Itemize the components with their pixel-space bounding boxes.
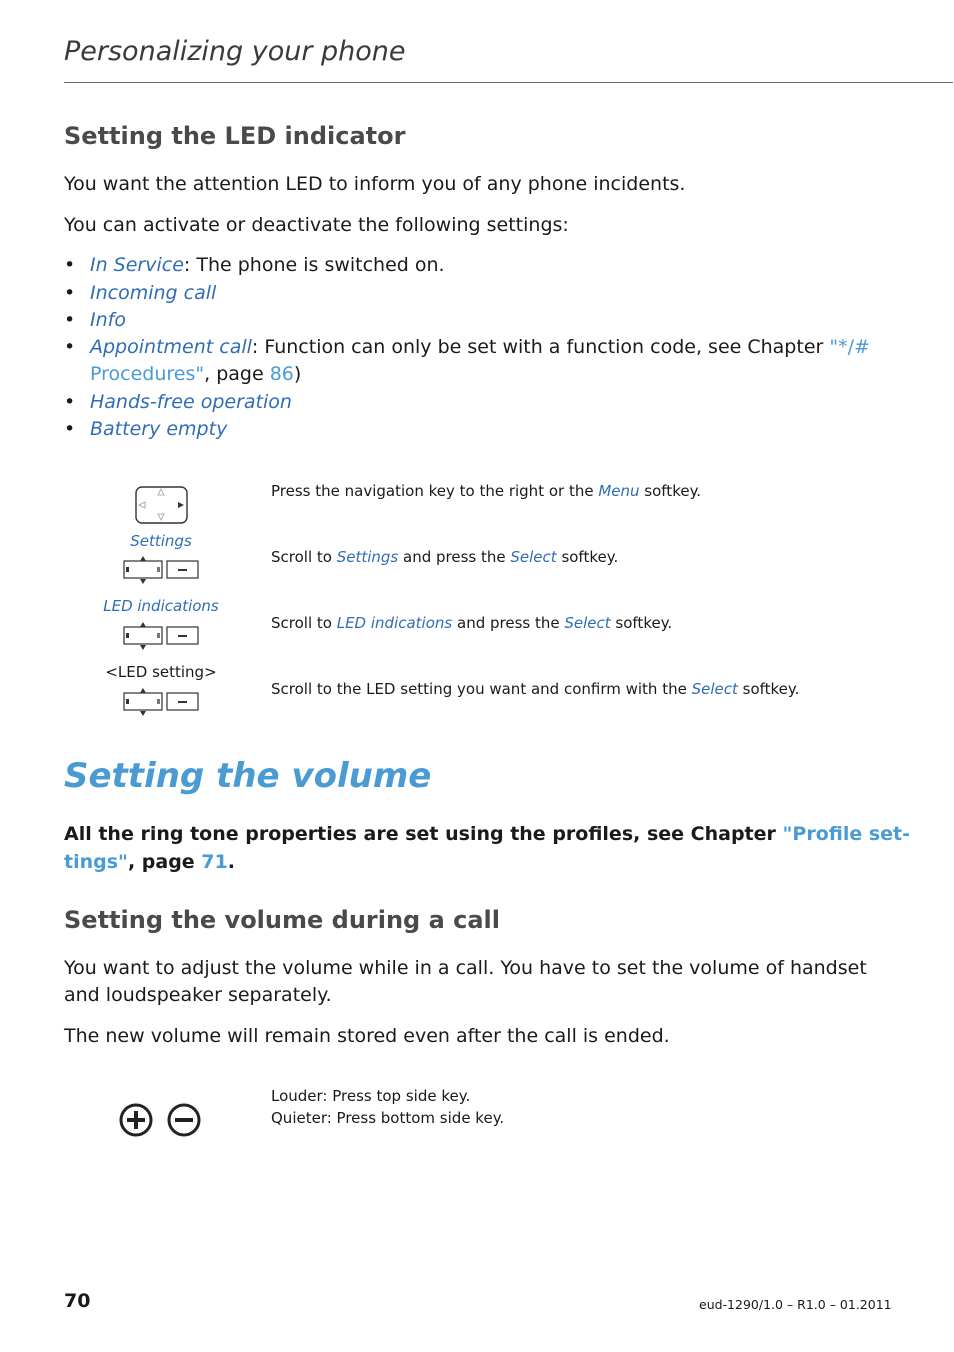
volume-stored-paragraph: The new volume will remain stored even after the call is ended.: [64, 1025, 670, 1047]
list-item: [90, 254, 445, 276]
profiles-note: [64, 820, 910, 876]
list-item-text: : Function can only be set with a function code, see Chapter: [251, 336, 830, 358]
step-text-part: Scroll to: [271, 614, 337, 632]
term-appointment-call: Appointment call: [90, 336, 252, 358]
page-reference-link[interactable]: 86: [269, 363, 294, 385]
list-item: [90, 336, 870, 358]
step-2-text: [271, 548, 618, 566]
softkey-term-select: Select: [691, 680, 738, 698]
bullet-marker: •: [64, 254, 76, 276]
header-divider: [64, 82, 953, 83]
step-text-part: Scroll to the LED setting you want and confirm with the: [271, 680, 692, 698]
bullet-marker: •: [64, 336, 76, 358]
bullet-marker: •: [64, 391, 76, 413]
minus-key-icon: [166, 1102, 202, 1138]
louder-instruction: Louder: Press top side key.: [271, 1087, 471, 1105]
scroll-select-keys-icon: [123, 621, 200, 651]
quieter-instruction: Quieter: Press bottom side key.: [271, 1109, 505, 1127]
softkey-term-select: Select: [510, 548, 557, 566]
step-text-part: softkey.: [639, 482, 702, 500]
page-number: 70: [64, 1290, 91, 1312]
softkey-term-menu: Menu: [598, 482, 640, 500]
step-text-part: softkey.: [737, 680, 800, 698]
list-item: [90, 282, 216, 304]
bullet-marker: •: [64, 418, 76, 440]
list-item: [90, 418, 227, 440]
list-item-continuation: [90, 363, 301, 385]
led-intro-paragraph: You want the attention LED to inform you of any phone incidents.: [64, 173, 686, 195]
softkey-term-select: Select: [564, 614, 611, 632]
chapter-reference-link[interactable]: "Profile set-: [782, 823, 911, 845]
step-text-part: softkey.: [610, 614, 673, 632]
section-heading-volume-call: Setting the volume during a call: [64, 906, 501, 934]
term-incoming-call: Incoming call: [90, 282, 217, 304]
volume-call-paragraph-line1: You want to adjust the volume while in a call. You have to set the volume of handset: [64, 957, 867, 979]
term-in-service: In Service: [90, 254, 184, 276]
step-1-text: [271, 482, 701, 500]
term-hands-free: Hands-free operation: [90, 391, 292, 413]
step-caption-settings: Settings: [130, 532, 192, 550]
volume-call-paragraph-line2: and loudspeaker separately.: [64, 984, 332, 1006]
step-caption-led-setting: <LED setting>: [105, 663, 217, 681]
step-3-text: [271, 614, 672, 632]
page-header-title: Personalizing your phone: [64, 36, 406, 67]
document-id: eud-1290/1.0 – R1.0 – 01.2011: [699, 1297, 892, 1312]
list-item-text: : The phone is switched on.: [183, 254, 445, 276]
chapter-reference-link[interactable]: "*/#: [829, 336, 870, 358]
list-item: [90, 309, 126, 331]
term-battery-empty: Battery empty: [90, 418, 228, 440]
closing-paren: ): [293, 363, 302, 385]
term-info: Info: [90, 309, 126, 331]
led-settings-intro: You can activate or deactivate the following settings:: [64, 214, 569, 236]
step-text-part: Press the navigation key to the right or the: [271, 482, 599, 500]
list-item: [90, 391, 292, 413]
chapter-reference-link-cont[interactable]: Procedures": [90, 363, 205, 385]
plus-key-icon: [118, 1102, 154, 1138]
note-text: .: [227, 851, 235, 873]
page-reference-link[interactable]: 71: [201, 851, 228, 873]
step-text-part: and press the: [452, 614, 565, 632]
step-caption-led-indications: LED indications: [103, 597, 219, 615]
step-text-part: and press the: [398, 548, 511, 566]
note-text: , page: [127, 851, 202, 873]
page-ref-text: , page: [204, 363, 270, 385]
step-4-text: [271, 680, 799, 698]
menu-term-led-indications: LED indications: [336, 614, 453, 632]
step-text-part: softkey.: [556, 548, 619, 566]
menu-term-settings: Settings: [336, 548, 399, 566]
scroll-select-keys-icon: [123, 555, 200, 585]
section-heading-led: Setting the LED indicator: [64, 122, 406, 150]
chapter-reference-link-cont[interactable]: tings": [64, 851, 128, 873]
navigation-key-right-icon: [135, 486, 188, 525]
bullet-marker: •: [64, 309, 76, 331]
bullet-marker: •: [64, 282, 76, 304]
chapter-heading-volume: Setting the volume: [64, 756, 432, 796]
note-text: All the ring tone properties are set using the profiles, see Chapter: [64, 823, 783, 845]
step-text-part: Scroll to: [271, 548, 337, 566]
scroll-select-keys-icon: [123, 687, 200, 717]
